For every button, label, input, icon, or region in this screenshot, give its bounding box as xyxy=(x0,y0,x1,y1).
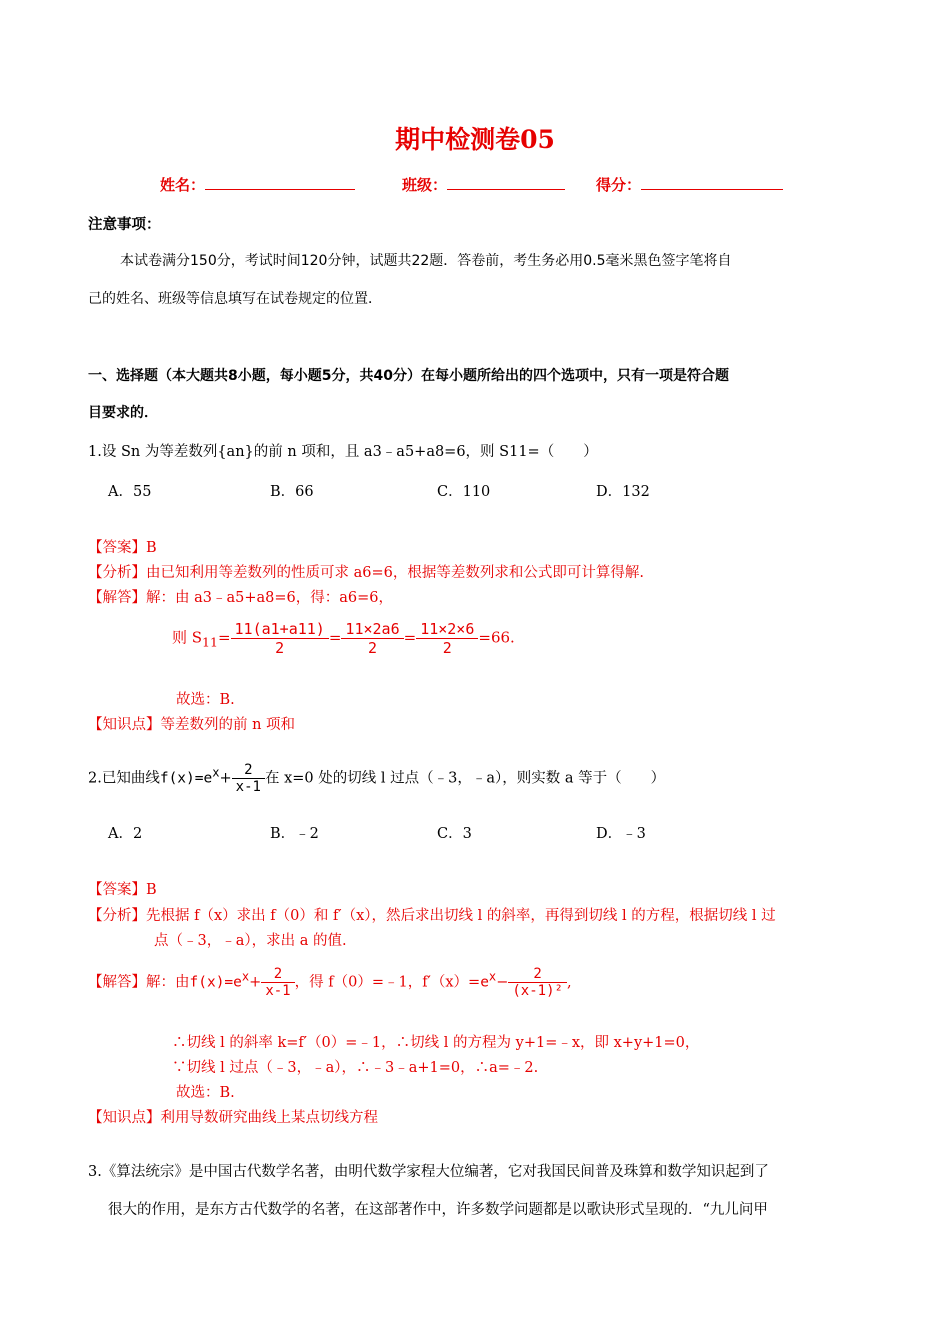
q2-sol-func-exp: x xyxy=(241,969,250,984)
q1-answer xyxy=(88,536,157,557)
q1-analysis xyxy=(88,561,644,582)
q2-sol-frac-num: 2 xyxy=(261,966,294,983)
q1-knowledge-tag: 【知识点】 xyxy=(88,717,161,733)
q2-option-d: D．﹣3 xyxy=(596,826,646,842)
name-label: 姓名： xyxy=(160,176,206,194)
q2-sol-frac xyxy=(261,966,294,999)
q2-analysis-tag: 【分析】 xyxy=(88,908,146,924)
q1-frac2 xyxy=(341,620,403,657)
q2-frac xyxy=(232,762,265,795)
q2-sol-frac-den: x-1 xyxy=(265,983,291,999)
q2-solution: 【解答】解：由$f(x)=e^x+$ $\frac{2}{x-1}$ ，得 f（0）=﹣1，$f'(x)=e^x-$ $\frac{2}{\text{(x-1)²}}$ , xyxy=(88,966,572,999)
q1-analysis-tag: 【分析】 xyxy=(88,565,146,581)
q2-stem-prefix: 2.已知曲线 xyxy=(88,770,160,787)
q2-stem: 2.已知曲线$f(x)=e^x+$ $\frac{2}{x-1}$ 在 x=0 处的切线 l 过点（﹣3，﹣a），则实数 a 等于（ ） xyxy=(88,762,666,795)
class-field xyxy=(402,174,565,195)
q2-deriv-num: 2 xyxy=(508,966,567,983)
q1-knowledge xyxy=(88,713,295,734)
q2-line-a: ∴切线 l 的斜率 k=f′（0）=﹣1，∴切线 l 的方程为 y+1=﹣x，即 x+y+1=0， xyxy=(172,1035,700,1051)
q2-sol-func: f(x)=e xyxy=(189,974,242,991)
q1-solution-tag: 【解答】 xyxy=(88,590,146,606)
section1-line2: 目要求的． xyxy=(88,405,158,421)
q2-func: f(x)=e xyxy=(159,770,213,787)
q1-solution xyxy=(88,586,393,607)
notice-line1: 本试卷满分150分，考试时间120分钟，试题共22题．答卷前，考生务必用0.5毫米黑色签字笔将自 xyxy=(120,253,732,269)
q1-answer-value: B xyxy=(146,540,157,556)
q2-knowledge-text: 利用导数研究曲线上某点切线方程 xyxy=(160,1110,378,1126)
q1-option-a: A．55 xyxy=(108,484,152,500)
q1-frac2-den: 2 xyxy=(368,639,378,657)
q2-knowledge xyxy=(88,1106,378,1127)
q2-solution-mid: ，得 f（0）=﹣1，f′（x）= xyxy=(294,974,481,991)
q1-stem: 1.设 Sn 为等差数列{an}的前 n 项和，且 a3﹣a5+a8=6，则 S11=（ ） xyxy=(88,444,598,460)
page-title: 期中检测卷05 xyxy=(395,125,555,154)
section1-line1: 一、选择题（本大题共8小题，每小题5分，共40分）在每小题所给出的四个选项中，只有一项是符合题 xyxy=(88,368,729,384)
q1-choose: 故选：B. xyxy=(176,692,235,708)
notice-heading: 注意事项： xyxy=(88,217,161,233)
q1-calc-prefix: 则 S xyxy=(172,628,203,647)
q2-deriv-den: (x-1)² xyxy=(512,983,563,999)
name-field xyxy=(160,174,355,195)
q2-deriv-frac xyxy=(508,966,567,999)
score-label: 得分： xyxy=(596,176,642,194)
q2-option-b: B．﹣2 xyxy=(270,826,319,842)
q2-analysis-line1: 先根据 f（x）求出 f（0）和 f′（x），然后求出切线 l 的斜率，再得到切线 l 的方程，根据切线 l 过 xyxy=(146,908,776,924)
q2-solution-prefix: 解：由 xyxy=(146,974,190,991)
q2-answer-value: B xyxy=(146,882,157,898)
notice-line2: 己的姓名、班级等信息填写在试卷规定的位置． xyxy=(88,291,382,307)
score-blank xyxy=(641,175,783,190)
q2-frac-den: x-1 xyxy=(235,779,261,795)
q2-answer-tag: 【答案】 xyxy=(88,882,146,898)
class-label: 班级： xyxy=(402,176,448,194)
q2-line-b: ∵切线 l 过点（﹣3，﹣a），∴﹣3﹣a+1=0，∴a=﹣2. xyxy=(172,1060,539,1076)
q2-solution-tag: 【解答】 xyxy=(88,974,146,991)
q1-frac1 xyxy=(231,620,329,657)
q1-frac2-num: 11×2a6 xyxy=(341,620,403,639)
q2-stem-suffix: 在 x=0 处的切线 l 过点（﹣3，﹣a），则实数 a 等于（ ） xyxy=(264,770,666,787)
class-blank xyxy=(447,175,565,190)
q1-frac3-num: 11×2×6 xyxy=(416,620,478,639)
q2-frac-num: 2 xyxy=(232,762,265,779)
q2-choose: 故选：B. xyxy=(176,1085,235,1101)
q1-knowledge-text: 等差数列的前 n 项和 xyxy=(160,717,296,733)
q2-func-exp: x xyxy=(212,765,220,780)
q2-deriv-exp: x xyxy=(488,969,497,984)
q1-frac3 xyxy=(416,620,478,657)
q2-analysis-line2: 点（﹣3，﹣a），求出 a 的值. xyxy=(154,933,347,949)
q1-solution-text: 解：由 a3﹣a5+a8=6，得：a6=6， xyxy=(146,590,393,606)
q1-frac1-den: 2 xyxy=(275,639,285,657)
q3-line2: 很大的作用，是东方古代数学的名著，在这部著作中，许多数学问题都是以歌诀形式呈现的．“九儿问甲 xyxy=(108,1202,768,1218)
q1-analysis-text: 由已知利用等差数列的性质可求 a6=6，根据等差数列求和公式即可计算得解. xyxy=(146,565,644,581)
q1-calc-result: =66. xyxy=(478,628,515,647)
q2-analysis xyxy=(88,904,776,925)
q2-option-c: C．3 xyxy=(437,826,472,842)
q1-frac3-den: 2 xyxy=(442,639,452,657)
q1-calculation: 则 $S_{11}=$ $\frac{11(a1+a11)}{2}$ = $\frac{11\times 2a6}{2}$ = $\frac{11\times 2\times 6}{2}$ =66. xyxy=(172,620,515,657)
q1-option-d: D．132 xyxy=(596,484,650,500)
q1-option-b: B．66 xyxy=(270,484,314,500)
q1-calc-sub: 11 xyxy=(202,634,218,650)
q2-knowledge-tag: 【知识点】 xyxy=(88,1110,161,1126)
q1-answer-tag: 【答案】 xyxy=(88,540,146,556)
score-field xyxy=(596,174,783,195)
q3-line1: 3.《算法统宗》是中国古代数学名著，由明代数学家程大位编著，它对我国民间普及珠算和数学知识起到了 xyxy=(88,1164,769,1180)
q2-option-a: A．2 xyxy=(108,826,143,842)
name-blank xyxy=(205,175,355,190)
q1-option-c: C．110 xyxy=(437,484,491,500)
q2-answer xyxy=(88,878,157,899)
q1-frac1-num: 11(a1+a11) xyxy=(231,620,329,639)
